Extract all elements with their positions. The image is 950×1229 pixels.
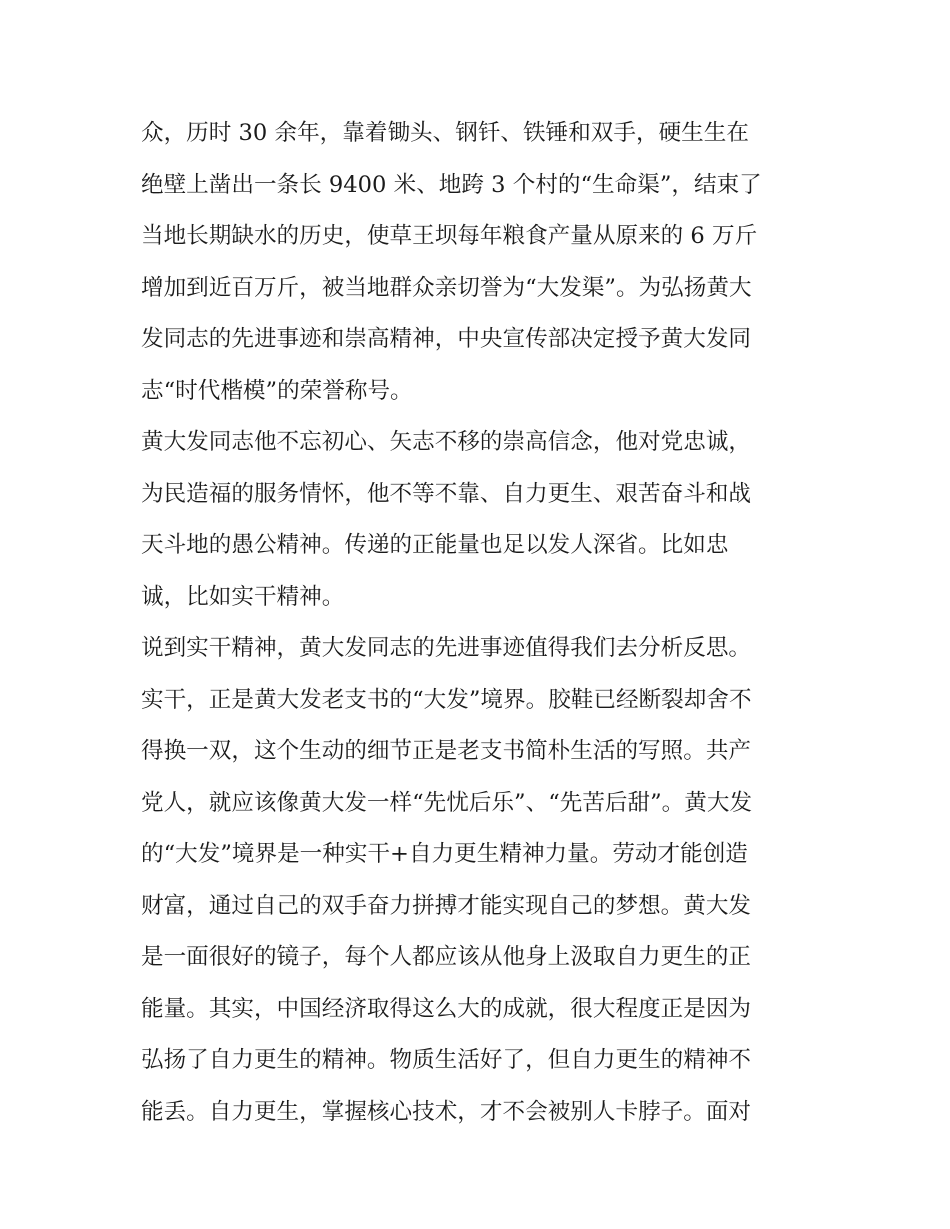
text-line: 是一面很好的镜子，每个人都应该从他身上汲取自力更生的正: [141, 944, 752, 970]
text-line: 诚，比如实干精神。: [141, 583, 345, 610]
text-line: 志“时代楷模”的荣誉称号。: [141, 377, 413, 404]
body-text: [141, 108, 821, 1138]
text-line: 弘扬了自力更生的精神。物质生活好了，但自力更生的精神不: [141, 1047, 752, 1073]
text-line: 黄大发同志他不忘初心、矢志不移的崇高信念，他对党忠诚，: [141, 429, 752, 455]
text-line: 的“大发”境界是一种实干+自力更生精神力量。劳动才能创造: [141, 841, 748, 867]
text-line: 财富，通过自己的双手奋力拼搏才能实现自己的梦想。黄大发: [141, 892, 752, 919]
text-line: 能丢。自力更生，掌握核心技术，才不会被别人卡脖子。面对: [141, 1098, 752, 1125]
text-line: 实干，正是黄大发老支书的“大发”境界。胶鞋已经断裂却舍不: [141, 686, 752, 713]
text-line: 党人，就应该像黄大发一样“先忧后乐”、“先苦后甜”。黄大发: [141, 789, 753, 816]
text-line: 说到实干精神，黄大发同志的先进事迹值得我们去分析反思。: [141, 635, 752, 661]
text-line: 当地长期缺水的历史，使草王坝每年粮食产量从原来的 6 万斤: [141, 223, 758, 249]
text-line: 为民造福的服务情怀，他不等不靠、自力更生、艰苦奋斗和战: [141, 480, 752, 507]
text-line: 天斗地的愚公精神。传递的正能量也足以发人深省。比如忠: [141, 532, 729, 558]
text-line: 众，历时 30 余年，靠着锄头、钢钎、铁锤和双手，硬生生在: [141, 120, 749, 146]
text-line: 增加到近百万斤，被当地群众亲切誉为“大发渠”。为弘扬黄大: [141, 274, 752, 301]
text-line: 绝壁上凿出一条长 9400 米、地跨 3 个村的“生命渠”，结束了: [141, 171, 762, 198]
text-line: 得换一双，这个生动的细节正是老支书简朴生活的写照。共产: [141, 738, 752, 764]
text-line: 发同志的先进事迹和崇高精神，中央宣传部决定授予黄大发同: [141, 326, 752, 352]
text-line: 能量。其实，中国经济取得这么大的成就，很大程度正是因为: [141, 995, 752, 1022]
